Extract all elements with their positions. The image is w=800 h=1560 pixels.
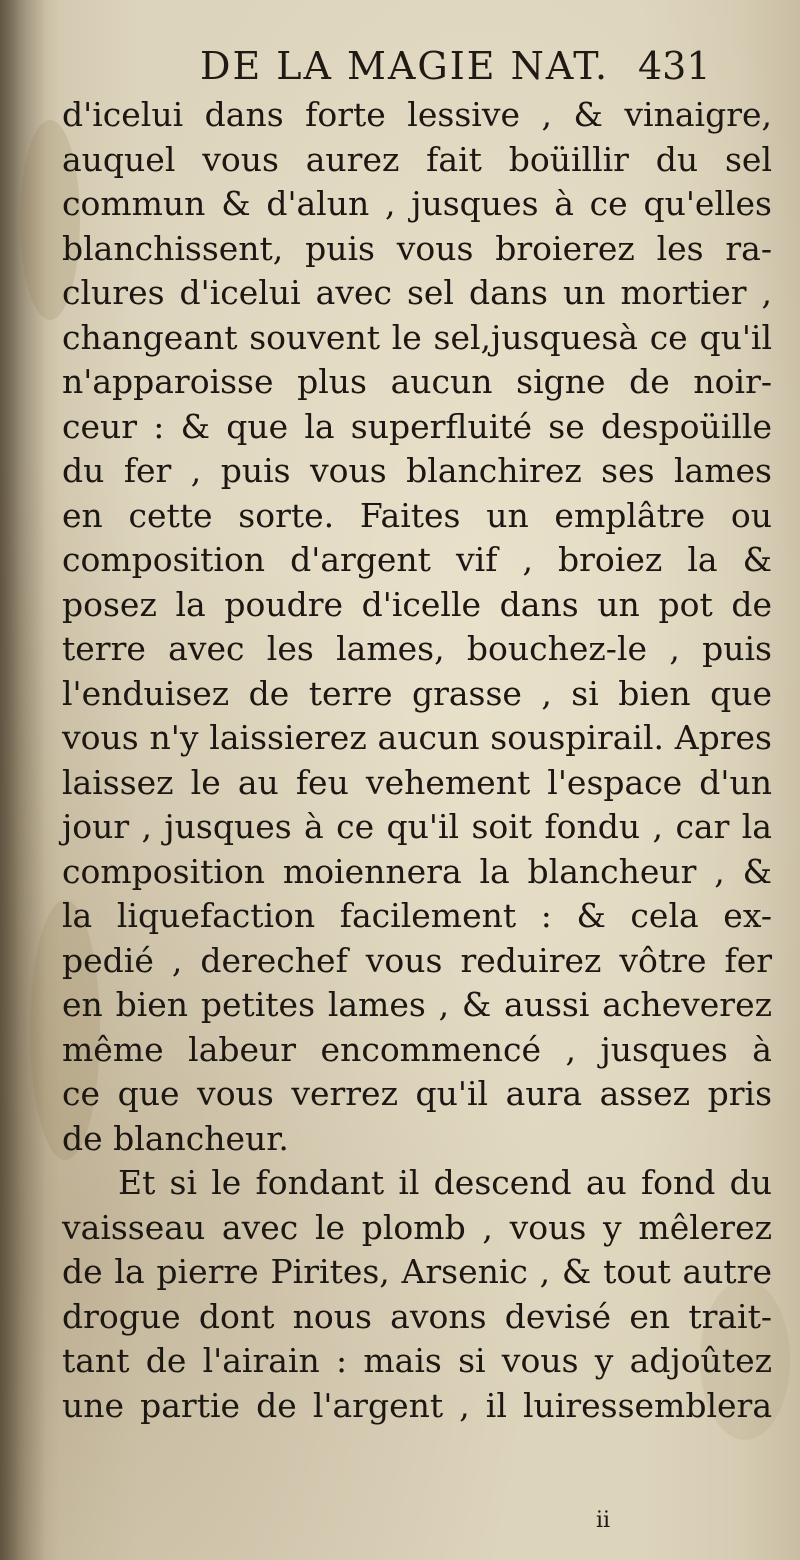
- text-line: ce que vous verrez qu'il aura assez pris: [62, 1074, 772, 1113]
- text-line: ceur : & que la superfluité se despoüille: [62, 406, 772, 446]
- text-line: composition moiennera la blancheur , &: [62, 851, 772, 891]
- text-line: clures d'icelui avec sel dans un mortier ,: [62, 273, 772, 312]
- running-head: DE LA MAGIE NAT.: [200, 44, 610, 88]
- text-line: laissez le au feu vehement l'espace d'un: [62, 762, 772, 802]
- text-line: l'enduisez de terre grasse , si bien que: [62, 673, 772, 713]
- text-line: drogue dont nous avons devisé en trait-: [62, 1296, 772, 1336]
- text-line: composition d'argent vif , broiez la &: [62, 540, 772, 579]
- text-line: terre avec les lames, bouchez-le , puis: [62, 629, 772, 668]
- text-line: de blancheur.: [62, 1118, 289, 1158]
- text-line: la liquefaction facilement : & cela ex-: [62, 896, 772, 935]
- text-line: vaisseau avec le plomb , vous y mêlerez: [62, 1207, 772, 1247]
- text-line: pedié , derechef vous reduirez vôtre fer: [62, 940, 772, 980]
- text-line: une partie de l'argent , il luiressemblera: [62, 1385, 772, 1425]
- text-line: en bien petites lames , & aussi acheverez: [62, 985, 772, 1024]
- text-line: auquel vous aurez fait boüillir du sel: [62, 139, 772, 179]
- text-line: n'apparoisse plus aucun signe de noir-: [62, 362, 772, 401]
- text-line: jour , jusques à ce qu'il soit fondu , car la: [62, 807, 772, 846]
- catchword: ii: [596, 1508, 611, 1533]
- text-line: vous n'y laissierez aucun souspirail. Apres: [62, 718, 772, 757]
- text-line: tant de l'airain : mais si vous y adjoûtez: [62, 1341, 772, 1380]
- text-line: Et si le fondant il descend au fond du: [118, 1163, 772, 1202]
- text-line: posez la poudre d'icelle dans un pot de: [62, 584, 772, 624]
- text-line: du fer , puis vous blanchirez ses lames: [62, 451, 772, 490]
- body-text: [62, 93, 772, 1428]
- text-line: de la pierre Pirites, Arsenic , & tout autre: [62, 1252, 772, 1291]
- text-line: même labeur encommencé , jusques à: [62, 1029, 772, 1069]
- text-line: changeant souvent le sel,jusquesà ce qu'il: [62, 317, 772, 357]
- text-line: d'icelui dans forte lessive , & vinaigre,: [62, 95, 772, 134]
- text-line: commun & d'alun , jusques à ce qu'elles: [62, 184, 772, 223]
- text-line: en cette sorte. Faites un emplâtre ou: [62, 495, 772, 535]
- page-number: 431: [638, 44, 711, 88]
- text-line: blanchissent, puis vous broierez les ra-: [62, 228, 772, 268]
